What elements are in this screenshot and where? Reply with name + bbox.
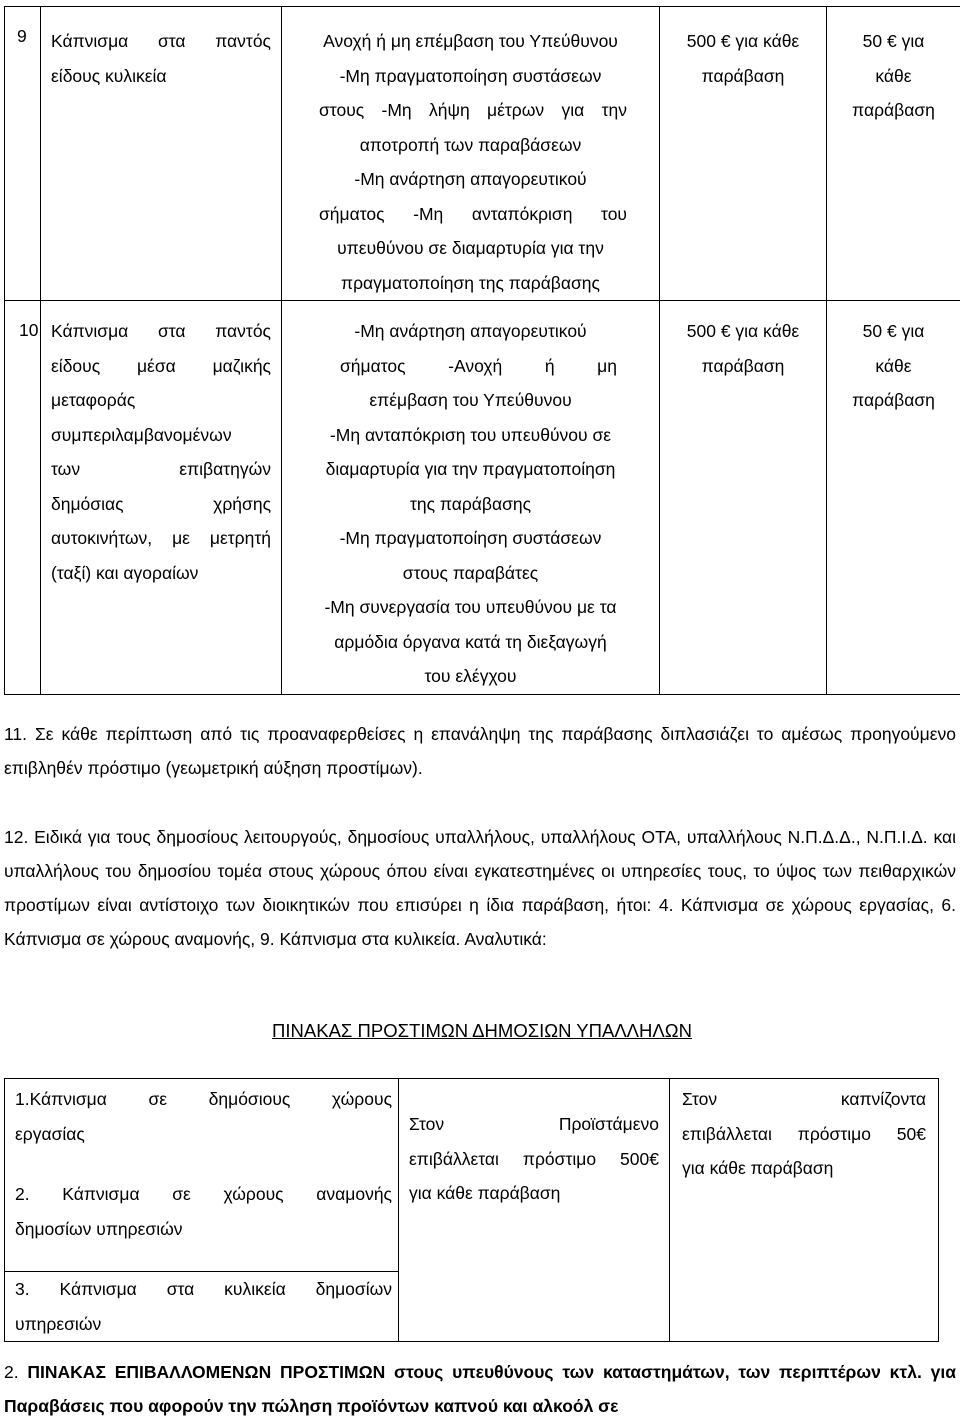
public-servants-fines-table: [4, 1078, 939, 1342]
fine-line: παράβαση: [660, 59, 826, 94]
fine-line: Στον καπνίζοντα: [682, 1082, 926, 1117]
case-line: 3. Κάπνισμα στα κυλικεία δημοσίων: [15, 1272, 392, 1307]
row-number: 10: [5, 301, 40, 348]
category-line: (ταξί) και αγοραίων: [51, 556, 271, 591]
category-line: μεταφοράς: [51, 383, 271, 418]
section-2-title-bold: ΠΙΝΑΚΑΣ ΕΠΙΒΑΛΛΟΜΕΝΩΝ ΠΡΟΣΤΙΜΩΝ στους υπευθύνους των καταστημάτων, των περιπτέρων κτλ. για Παραβάσεις που αφορούν την πώληση προϊόντων καπνού και αλκοόλ σε: [4, 1362, 956, 1416]
violation-line: διαμαρτυρία για την πραγματοποίηση: [294, 452, 647, 487]
paragraph-11: 11. Σε κάθε περίπτωση από τις προαναφερθείσες η επανάληψη της παράβασης διπλασιάζει το αμέσως προηγούμενο επιβληθέν πρόστιμο (γεωμετρική αύξηση προστίμων).: [4, 717, 956, 785]
violation-line: -Μη ανάρτηση απαγορευτικού: [294, 314, 647, 349]
manager-fine-cell: [660, 7, 827, 301]
row-number-cell: [5, 301, 41, 695]
category-line: Κάπνισμα στα παντός: [51, 314, 271, 349]
manager-fine-cell: [399, 1079, 670, 1342]
cases-cell: [5, 1079, 399, 1272]
case-line: 1.Κάπνισμα σε δημόσιους χώρους: [15, 1082, 392, 1117]
violation-line: υπευθύνου σε διαμαρτυρία για την: [294, 231, 647, 266]
violation-line: της παράβασης: [294, 487, 647, 522]
case-line: 2. Κάπνισμα σε χώρους αναμονής: [15, 1177, 392, 1212]
violation-line: -Μη συνεργασία του υπευθύνου με τα: [294, 590, 647, 625]
category-line: αυτοκινήτων, με μετρητή: [51, 521, 271, 556]
fine-line: παράβαση: [827, 93, 960, 128]
fine-line: επιβάλλεται πρόστιμο 50€: [682, 1117, 926, 1152]
violation-line: του ελέγχου: [294, 659, 647, 694]
paragraph-12: 12. Ειδικά για τους δημοσίους λειτουργούς, δημοσίους υπαλλήλους, υπαλλήλους ΟΤΑ, υπαλλήλους Ν.Π.Δ.Δ., Ν.Π.Ι.Δ. και υπαλλήλους του δημοσίου τομέα στους χώρους όπου είναι εγκατεστημένες οι υπηρεσίες τους, το ύψος των πειθαρχικών προστίμων είναι αντίστοιχο των διοικητικών που επισύρει η ίδια παράβαση, ήτοι: 4. Κάπνισμα σε χώρους εργασίας, 6. Κάπνισμα σε χώρους αναμονής, 9. Κάπνισμα στα κυλικεία. Αναλυτικά:: [4, 820, 956, 956]
fine-line: παράβαση: [660, 349, 826, 384]
table-row: [5, 7, 960, 301]
violation-line: σήματος -Μη ανταπόκριση του: [294, 197, 647, 232]
fines-table: [4, 6, 960, 695]
category-cell: [41, 7, 282, 301]
violation-line: αρμόδια όργανα κατά τη διεξαγωγή: [294, 625, 647, 660]
violation-line: -Μη πραγματοποίηση συστάσεων: [294, 59, 647, 94]
case-line: δημοσίων υπηρεσιών: [15, 1212, 392, 1247]
smoker-fine-cell: [827, 7, 960, 301]
section-2-prefix: 2.: [4, 1362, 27, 1382]
manager-fine-cell: [660, 301, 827, 695]
fine-line: 500 € για κάθε: [660, 24, 826, 59]
case-line: υπηρεσιών: [15, 1307, 392, 1342]
fine-line: παράβαση: [827, 383, 960, 418]
section-2-title: [4, 1355, 956, 1423]
fine-line: για κάθε παράβαση: [682, 1151, 926, 1186]
violation-line: σήματος -Ανοχή ή μη: [294, 349, 647, 384]
smoker-fine-cell: [827, 301, 960, 695]
category-line: είδους κυλικεία: [51, 59, 271, 94]
fine-line: 50 € για: [827, 314, 960, 349]
violation-line: -Μη πραγματοποίηση συστάσεων: [294, 521, 647, 556]
category-line: συμπεριλαμβανομένων: [51, 418, 271, 453]
violation-cell: [282, 301, 660, 695]
violation-line: -Μη ανάρτηση απαγορευτικού: [294, 162, 647, 197]
category-line: των επιβατηγών: [51, 452, 271, 487]
violation-cell: [282, 7, 660, 301]
fine-line: επιβάλλεται πρόστιμο 500€: [409, 1142, 659, 1177]
violation-line: επέμβαση του Υπεύθυνου: [294, 383, 647, 418]
fine-line: για κάθε παράβαση: [409, 1176, 659, 1211]
row-number: 9: [5, 7, 40, 54]
category-line: Κάπνισμα στα παντός: [51, 24, 271, 59]
row-number-cell: [5, 7, 41, 301]
table-row: [5, 301, 960, 695]
table-row: [5, 1079, 939, 1272]
fine-line: 500 € για κάθε: [660, 314, 826, 349]
violation-line: στους -Μη λήψη μέτρων για την: [294, 93, 647, 128]
violation-line: πραγματοποίηση της παράβασης: [294, 266, 647, 301]
cases-cell: [5, 1272, 399, 1342]
category-line: είδους μέσα μαζικής: [51, 349, 271, 384]
public-servants-table-heading: ΠΙΝΑΚΑΣ ΠΡΟΣΤΙΜΩΝ ΔΗΜΟΣΙΩΝ ΥΠΑΛΛΗΛΩΝ: [0, 1020, 960, 1042]
violation-line: Ανοχή ή μη επέμβαση του Υπεύθυνου: [294, 24, 647, 59]
fine-line: Στον Προϊστάμενο: [409, 1107, 659, 1142]
violation-line: -Μη ανταπόκριση του υπευθύνου σε: [294, 418, 647, 453]
violation-line: στους παραβάτες: [294, 556, 647, 591]
fine-line: κάθε: [827, 349, 960, 384]
category-line: δημόσιας χρήσης: [51, 487, 271, 522]
fine-line: κάθε: [827, 59, 960, 94]
category-cell: [41, 301, 282, 695]
case-line: εργασίας: [15, 1117, 392, 1152]
fine-line: 50 € για: [827, 24, 960, 59]
violation-line: αποτροπή των παραβάσεων: [294, 128, 647, 163]
smoker-fine-cell: [670, 1079, 939, 1342]
